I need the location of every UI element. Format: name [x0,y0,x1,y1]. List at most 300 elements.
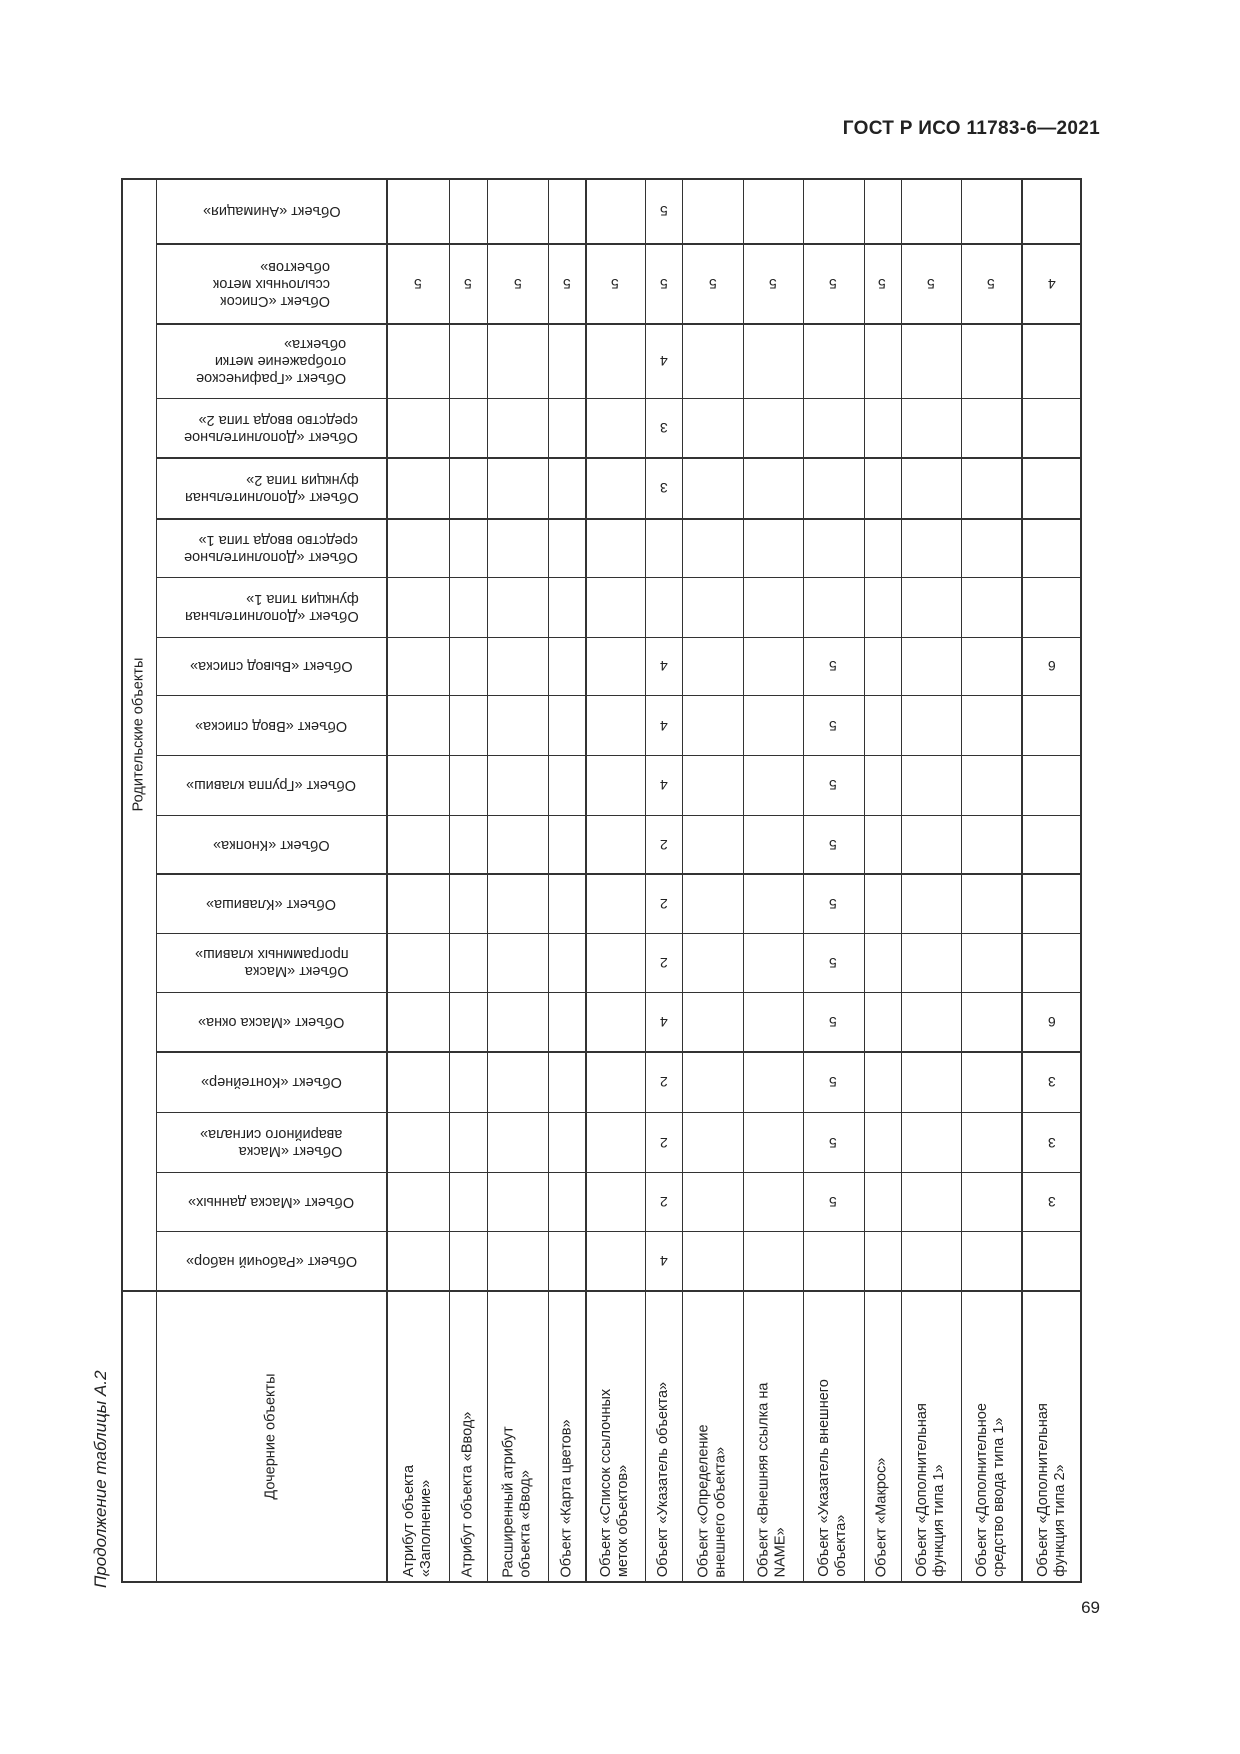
child-header-cell [1021,1290,1082,1583]
table-cell [585,873,645,933]
table-cell [645,243,682,323]
table-cell [449,178,487,243]
child-object-name [696,1424,730,1577]
table-cell [803,178,864,243]
cell-value: 4 [659,777,668,794]
parent-header-cell [156,695,387,755]
cell-value: 5 [829,836,838,853]
table-cell [487,323,548,397]
page-number: 69 [1081,1598,1100,1617]
table-cell [487,577,548,637]
table-cell [387,178,449,243]
table-cell [585,933,645,992]
table-cell [645,1172,682,1231]
table-cell [743,1051,803,1112]
table-cell [449,398,487,458]
table-cell [645,178,682,243]
parent-header-cell [156,637,387,696]
cell-value: 5 [611,275,620,292]
table-cell [1021,1112,1082,1172]
cell-value: 5 [829,717,838,734]
child-name-wrap [803,1298,864,1583]
table-cell [387,577,449,637]
table-cell [803,695,864,755]
table-cell [901,1172,961,1231]
table-cell [961,755,1022,815]
table-cell [743,398,803,458]
table-cell [645,815,682,874]
child-header-cell [901,1290,961,1583]
table-cell [682,815,743,874]
cell-value: 3 [659,480,668,497]
table-cell [387,1112,449,1172]
text-line: средство ввода типа 2» [198,411,359,428]
parent-header-cell [156,398,387,458]
table-cell [961,1172,1022,1231]
parent-object-name [195,945,349,979]
text-line: Объект «Список ссылочных [598,1389,615,1578]
parent-header-cell [156,1112,387,1172]
table-cell [585,243,645,323]
table-cell [449,1231,487,1291]
table-cell [487,398,548,458]
table-cell [682,1051,743,1112]
parent-object-name [198,1013,344,1030]
text-line: объекта» [284,336,347,353]
table-cell [864,755,901,815]
text-line: Объект «Дополнительное [974,1403,990,1578]
table-cell [387,518,449,577]
cell-value: 5 [829,895,838,912]
child-name-wrap [487,1298,548,1583]
table-cell [548,577,585,637]
child-header-cell [682,1290,743,1583]
table-cell [645,637,682,696]
cell-value: 4 [659,1252,668,1269]
table-cell [864,933,901,992]
table-cell [1021,1231,1082,1291]
parent-header-cell [156,243,387,323]
text-line: Объект «Дополнительная [184,488,359,505]
text-line: Объект «Клавиша» [206,895,337,912]
table-cell [449,992,487,1052]
table-cell [548,695,585,755]
child-header-cell [961,1290,1022,1583]
table-cell [901,1112,961,1172]
table-cell [487,1051,548,1112]
cell-value: 5 [829,275,838,292]
cell-value: 2 [659,1193,668,1210]
table-cell [961,637,1022,696]
table-cell [387,457,449,518]
table-cell [548,243,585,323]
table-cell [743,637,803,696]
table-cell [961,992,1022,1052]
child-object-name [974,1403,1008,1577]
table-cell [901,815,961,874]
table-cell [449,243,487,323]
text-line: Объект «Кнопка» [213,836,330,853]
table-cell [487,178,548,243]
cell-value: 3 [1047,1193,1056,1210]
table-cell [487,1231,548,1291]
cell-value: 3 [1047,1074,1056,1091]
table-cell [548,1051,585,1112]
table-cell [961,398,1022,458]
table-cell [645,755,682,815]
table-cell [803,1172,864,1231]
table-cell [1021,178,1082,243]
parent-object-name [184,531,358,565]
table-cell [585,398,645,458]
text-line: объекта «Ввод» [517,1469,534,1578]
text-line: Объект «Карта цветов» [558,1419,575,1578]
table-cell [449,518,487,577]
table-cell [864,815,901,874]
table-cell [487,873,548,933]
child-header-cell [449,1290,487,1583]
table-cell [803,873,864,933]
parent-object-name [190,657,353,674]
table-cell [449,323,487,397]
table-cell [743,457,803,518]
table-cell [387,637,449,696]
table-cell [585,1172,645,1231]
table-cell [585,695,645,755]
table-cell [961,243,1022,323]
parent-object-name [201,1073,342,1090]
table-cell [548,815,585,874]
table-cell [743,815,803,874]
child-object-name [874,1458,891,1578]
table-cell [449,1112,487,1172]
cell-value: 3 [659,420,668,437]
table-cell [1021,577,1082,637]
table-cell [387,398,449,458]
parent-object-name [186,1252,357,1269]
parent-header-cell [156,457,387,518]
table-cell [803,933,864,992]
table-cell [682,323,743,397]
table-cell [548,933,585,992]
table-cell [901,518,961,577]
table-cell [487,695,548,755]
child-object-name [459,1412,476,1578]
table-cell [901,933,961,992]
table-caption: Продолжение таблицы А.2 [91,1370,110,1588]
table-cell [682,873,743,933]
table-cell [1021,637,1082,696]
cell-value: 5 [829,1193,838,1210]
table-cell [682,243,743,323]
child-object-name [914,1404,948,1578]
table-cell [901,637,961,696]
table-cell [645,873,682,933]
text-line: Объект «Ввод списка» [195,717,348,734]
cell-value: 5 [659,275,668,292]
text-line: функция типа 1» [245,590,359,607]
table-cell [682,933,743,992]
cell-value: 5 [829,777,838,794]
child-object-name [598,1389,632,1577]
table-cell [743,323,803,397]
cell-value: 5 [926,275,935,292]
cell-value: 5 [659,203,668,220]
text-line: функция типа 1» [930,1464,947,1578]
table-cell [548,1112,585,1172]
document-id: ГОСТ Р ИСО 11783-6—2021 [842,118,1100,139]
text-line: Объект «Дополнительное [184,548,359,565]
compatibility-table [121,178,1082,1584]
table-cell [961,815,1022,874]
cell-value: 4 [659,717,668,734]
parent-header-cell [156,873,387,933]
cell-value: 5 [829,1074,838,1091]
child-name-wrap [645,1298,682,1583]
table-cell [645,695,682,755]
table-cell [585,637,645,696]
cell-value: 5 [829,1134,838,1151]
table-cell [901,577,961,637]
table-cell [682,577,743,637]
table-cell [487,243,548,323]
table-cell [487,637,548,696]
table-cell [645,323,682,397]
table-cell [645,457,682,518]
table-cell [961,1051,1022,1112]
table-cell [645,1112,682,1172]
table-cell [901,873,961,933]
child-header-cell [487,1290,548,1583]
cell-value: 2 [659,1074,668,1091]
cell-value: 6 [1047,1014,1056,1031]
child-header-cell [803,1290,864,1583]
table-cell [864,637,901,696]
parent-header-cell [156,992,387,1052]
table-cell [682,637,743,696]
table-cell [803,323,864,397]
text-line: функция типа 2» [1051,1464,1068,1578]
table-cell [449,1051,487,1112]
table-cell [803,577,864,637]
text-line: аварийного сигнала» [200,1126,343,1143]
text-line: Объект «Дополнительная [1034,1403,1051,1578]
cell-value: 5 [708,275,717,292]
table-cell [1021,518,1082,577]
cell-value: 4 [1047,275,1056,292]
cell-value: 2 [659,895,668,912]
child-object-name [401,1465,435,1577]
table-cell [449,577,487,637]
table-cell [585,992,645,1052]
table-cell [387,695,449,755]
table-cell [864,398,901,458]
cell-value: 4 [659,353,668,370]
table-cell [803,518,864,577]
cell-value: 5 [878,275,887,292]
table-cell [487,1172,548,1231]
cell-value: 5 [829,658,838,675]
text-line: средство ввода типа 1» [198,531,359,548]
table-cell [743,992,803,1052]
text-line: функция типа 2» [245,471,359,488]
parent-object-name [195,717,347,734]
table-cell [585,1112,645,1172]
text-line: Объект «Контейнер» [201,1074,342,1091]
text-line: Расширенный атрибут [500,1426,517,1578]
table-cell [548,323,585,397]
table-cell [487,457,548,518]
table-cell [1021,933,1082,992]
child-header-cell [548,1290,585,1583]
child-group-label: Дочерние объекты [262,1373,279,1500]
table-cell [449,1172,487,1231]
text-line: меток объектов» [615,1465,632,1578]
table-cell [901,1051,961,1112]
table-cell [585,755,645,815]
table-cell [548,637,585,696]
table-cell [387,815,449,874]
child-name-wrap [961,1298,1022,1583]
cell-value: 2 [659,1134,668,1151]
cell-value: 4 [659,1014,668,1031]
text-line: Объект «Дополнительная [184,607,359,624]
text-line: объекта» [833,1515,850,1578]
table-cell [1021,815,1082,874]
parent-header-cell [156,577,387,637]
table-cell [1021,457,1082,518]
table-cell [387,323,449,397]
table-cell [803,1051,864,1112]
table-cell [487,518,548,577]
table-cell [743,755,803,815]
table-cell [864,695,901,755]
text-line: Объект «Список [220,292,330,309]
text-line: Объект «Вывод списка» [190,658,353,675]
table-cell [682,457,743,518]
parent-object-name [213,258,330,309]
parent-object-name [213,836,330,853]
table-cell [548,992,585,1052]
parent-object-name [200,1125,342,1159]
child-header-cell [645,1290,682,1583]
table-cell [864,178,901,243]
child-name-wrap [1021,1298,1082,1583]
table-cell [682,1231,743,1291]
cell-value: 5 [829,954,838,971]
table-cell [487,1112,548,1172]
table-cell [961,577,1022,637]
parent-group-label: Родительские объекты [129,657,146,812]
table-cell [1021,323,1082,397]
table-cell [645,992,682,1052]
table-cell [901,992,961,1052]
cell-value: 2 [659,954,668,971]
table-cell [682,398,743,458]
table-cell [387,1231,449,1291]
child-object-name [501,1426,535,1577]
table-cell [901,243,961,323]
child-object-name [558,1419,575,1577]
child-header-cell [864,1290,901,1583]
table-cell [585,518,645,577]
parent-object-name [186,776,356,793]
table-cell [682,178,743,243]
table-cell [585,323,645,397]
table-cell [548,178,585,243]
cell-value: 5 [414,275,422,292]
table-cell [961,178,1022,243]
table-cell [864,873,901,933]
table-cell [585,815,645,874]
child-name-wrap [548,1298,585,1583]
table-cell [487,815,548,874]
cell-value: 2 [659,836,668,853]
table-cell [645,1051,682,1112]
cell-value: 5 [562,275,571,292]
table-cell [743,518,803,577]
text-line: Объект «Маска [244,963,349,980]
table-cell [961,1231,1022,1291]
child-object-name [655,1382,672,1577]
child-name-wrap [387,1298,449,1583]
table-cell [449,457,487,518]
table-cell [803,992,864,1052]
text-line: Объект «Рабочий набор» [185,1252,357,1269]
table-cell [1021,755,1082,815]
table-cell [864,1172,901,1231]
table-cell [864,1051,901,1112]
table-cell [901,398,961,458]
table-cell [1021,873,1082,933]
cell-value: 3 [1047,1134,1056,1151]
table-cell [803,815,864,874]
table-cell [548,457,585,518]
child-name-wrap [449,1298,487,1583]
table-cell [387,755,449,815]
child-name-wrap [864,1298,901,1583]
table-cell [449,695,487,755]
parent-header-cell [156,1172,387,1231]
table-cell [743,243,803,323]
table-cell [961,695,1022,755]
table-cell [901,457,961,518]
table-cell [901,323,961,397]
table-cell [585,1051,645,1112]
parent-header-cell [156,815,387,874]
text-line: Атрибут объекта [401,1465,418,1578]
table-cell [1021,1051,1082,1112]
text-line: Объект «Дополнительная [913,1403,930,1578]
text-line: Объект «Дополнительное [184,428,359,445]
text-line: отображение метки [215,353,347,370]
table-cell [864,1112,901,1172]
cell-value: 5 [829,1014,838,1031]
table-cell [743,1231,803,1291]
table-cell [803,1231,864,1291]
table-cell [864,1231,901,1291]
table-cell [487,992,548,1052]
table-cell [585,577,645,637]
table-cell [548,398,585,458]
table-cell [548,518,585,577]
table-cell [864,243,901,323]
table-cell [961,873,1022,933]
table-cell [803,398,864,458]
table-cell [645,1231,682,1291]
table-cell [387,992,449,1052]
parent-header-cell [156,1231,387,1291]
